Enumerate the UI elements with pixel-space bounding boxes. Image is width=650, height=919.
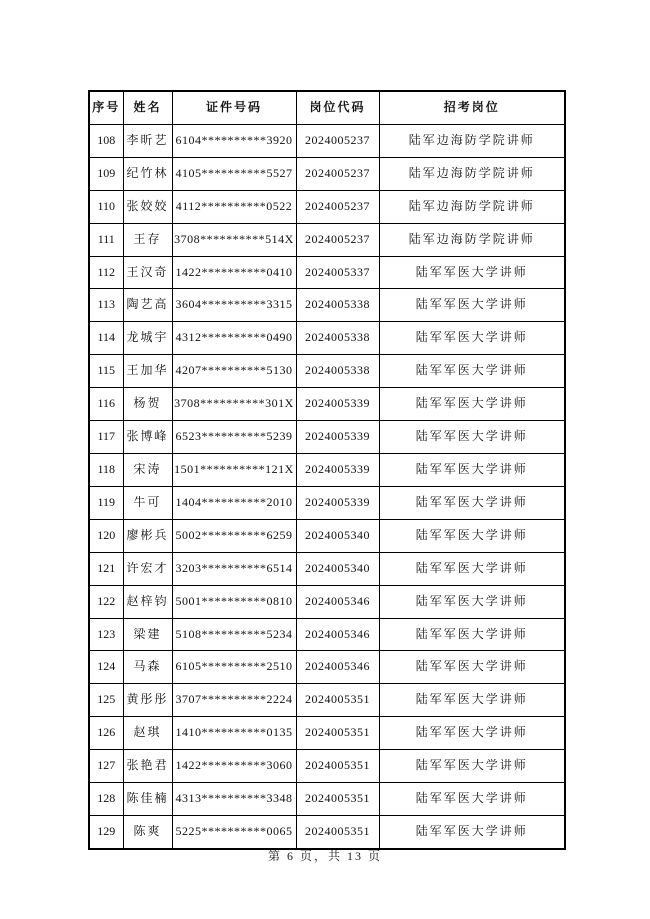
cell-id-number: 1422**********0410	[172, 256, 296, 289]
cell-job-code: 2024005338	[296, 289, 379, 322]
table-row	[89, 355, 565, 388]
cell-name: 纪竹林	[123, 157, 172, 190]
cell-job-title: 陆军军医大学讲师	[379, 388, 565, 421]
cell-name: 李昕艺	[123, 124, 172, 157]
cell-index: 108	[89, 124, 123, 157]
header-cell-id-number: 证件号码	[172, 91, 296, 124]
cell-name: 黄彤彤	[123, 684, 172, 717]
cell-job-code: 2024005340	[296, 519, 379, 552]
cell-job-title: 陆军军医大学讲师	[379, 453, 565, 486]
cell-job-code: 2024005346	[296, 585, 379, 618]
cell-name: 廖彬兵	[123, 519, 172, 552]
cell-job-code: 2024005237	[296, 190, 379, 223]
cell-job-code: 2024005351	[296, 783, 379, 816]
table-row	[89, 157, 565, 190]
cell-job-code: 2024005339	[296, 388, 379, 421]
cell-job-code: 2024005351	[296, 815, 379, 848]
cell-job-title: 陆军军医大学讲师	[379, 585, 565, 618]
cell-index: 113	[89, 289, 123, 322]
cell-job-title: 陆军军医大学讲师	[379, 651, 565, 684]
cell-job-title: 陆军军医大学讲师	[379, 519, 565, 552]
table-row	[89, 190, 565, 223]
cell-id-number: 5225**********0065	[172, 815, 296, 848]
cell-job-title: 陆军军医大学讲师	[379, 717, 565, 750]
table-row	[89, 717, 565, 750]
cell-name: 许宏才	[123, 552, 172, 585]
header-cell-job-code: 岗位代码	[296, 91, 379, 124]
cell-name: 赵梓钧	[123, 585, 172, 618]
cell-job-title: 陆军军医大学讲师	[379, 486, 565, 519]
cell-job-code: 2024005338	[296, 322, 379, 355]
header-cell-index: 序号	[89, 91, 123, 124]
cell-id-number: 4207**********5130	[172, 355, 296, 388]
table-row	[89, 289, 565, 322]
page-number-footer: 第 6 页，共 13 页	[267, 849, 382, 863]
cell-id-number: 3708**********514X	[172, 223, 296, 256]
cell-name: 王存	[123, 223, 172, 256]
cell-job-code: 2024005339	[296, 486, 379, 519]
cell-index: 115	[89, 355, 123, 388]
cell-name: 陈爽	[123, 815, 172, 848]
cell-id-number: 4312**********0490	[172, 322, 296, 355]
table-row	[89, 651, 565, 684]
cell-name: 张艳君	[123, 750, 172, 783]
cell-name: 龙城宇	[123, 322, 172, 355]
cell-id-number: 5108**********5234	[172, 618, 296, 651]
cell-index: 129	[89, 815, 123, 848]
table-row	[89, 256, 565, 289]
cell-job-title: 陆军边海防学院讲师	[379, 124, 565, 157]
cell-job-code: 2024005346	[296, 618, 379, 651]
table-row	[89, 783, 565, 816]
table-row	[89, 421, 565, 454]
cell-index: 120	[89, 519, 123, 552]
table-row	[89, 750, 565, 783]
cell-index: 118	[89, 453, 123, 486]
cell-job-title: 陆军军医大学讲师	[379, 289, 565, 322]
cell-job-code: 2024005237	[296, 124, 379, 157]
cell-name: 陈佳楠	[123, 783, 172, 816]
cell-job-title: 陆军军医大学讲师	[379, 256, 565, 289]
cell-id-number: 6523**********5239	[172, 421, 296, 454]
cell-name: 杨贺	[123, 388, 172, 421]
cell-id-number: 4313**********3348	[172, 783, 296, 816]
cell-job-title: 陆军军医大学讲师	[379, 322, 565, 355]
cell-index: 127	[89, 750, 123, 783]
table-row	[89, 453, 565, 486]
candidate-roster-table	[88, 90, 566, 850]
cell-id-number: 1501**********121X	[172, 453, 296, 486]
cell-index: 112	[89, 256, 123, 289]
cell-index: 117	[89, 421, 123, 454]
cell-job-title: 陆军军医大学讲师	[379, 552, 565, 585]
cell-job-title: 陆军军医大学讲师	[379, 618, 565, 651]
cell-index: 119	[89, 486, 123, 519]
cell-index: 124	[89, 651, 123, 684]
cell-job-code: 2024005237	[296, 157, 379, 190]
table-row	[89, 815, 565, 848]
cell-index: 123	[89, 618, 123, 651]
cell-job-code: 2024005339	[296, 453, 379, 486]
cell-index: 126	[89, 717, 123, 750]
cell-name: 宋涛	[123, 453, 172, 486]
cell-name: 陶艺高	[123, 289, 172, 322]
cell-job-code: 2024005351	[296, 717, 379, 750]
table-row	[89, 519, 565, 552]
table-row	[89, 684, 565, 717]
table-row	[89, 388, 565, 421]
table-row	[89, 618, 565, 651]
table-row	[89, 486, 565, 519]
cell-job-code: 2024005351	[296, 684, 379, 717]
cell-job-title: 陆军边海防学院讲师	[379, 157, 565, 190]
cell-id-number: 1410**********0135	[172, 717, 296, 750]
cell-index: 125	[89, 684, 123, 717]
cell-job-code: 2024005340	[296, 552, 379, 585]
cell-index: 109	[89, 157, 123, 190]
cell-name: 赵琪	[123, 717, 172, 750]
cell-job-code: 2024005346	[296, 651, 379, 684]
cell-id-number: 5001**********0810	[172, 585, 296, 618]
cell-id-number: 3708**********301X	[172, 388, 296, 421]
cell-id-number: 6105**********2510	[172, 651, 296, 684]
cell-job-code: 2024005339	[296, 421, 379, 454]
cell-name: 梁建	[123, 618, 172, 651]
cell-id-number: 3604**********3315	[172, 289, 296, 322]
cell-index: 121	[89, 552, 123, 585]
cell-job-title: 陆军军医大学讲师	[379, 815, 565, 848]
cell-id-number: 3707**********2224	[172, 684, 296, 717]
cell-index: 114	[89, 322, 123, 355]
cell-id-number: 6104**********3920	[172, 124, 296, 157]
table-row	[89, 223, 565, 256]
cell-id-number: 4112**********0522	[172, 190, 296, 223]
cell-job-code: 2024005337	[296, 256, 379, 289]
cell-index: 128	[89, 783, 123, 816]
cell-index: 122	[89, 585, 123, 618]
cell-name: 王加华	[123, 355, 172, 388]
cell-job-title: 陆军军医大学讲师	[379, 783, 565, 816]
table-row	[89, 552, 565, 585]
cell-job-code: 2024005338	[296, 355, 379, 388]
cell-index: 116	[89, 388, 123, 421]
cell-job-title: 陆军军医大学讲师	[379, 355, 565, 388]
cell-id-number: 5002**********6259	[172, 519, 296, 552]
cell-job-title: 陆军边海防学院讲师	[379, 190, 565, 223]
cell-id-number: 1404**********2010	[172, 486, 296, 519]
cell-name: 牛可	[123, 486, 172, 519]
cell-job-title: 陆军边海防学院讲师	[379, 223, 565, 256]
cell-job-code: 2024005351	[296, 750, 379, 783]
cell-id-number: 3203**********6514	[172, 552, 296, 585]
cell-job-title: 陆军军医大学讲师	[379, 684, 565, 717]
cell-name: 王汉奇	[123, 256, 172, 289]
cell-id-number: 4105**********5527	[172, 157, 296, 190]
table-row	[89, 124, 565, 157]
cell-job-code: 2024005237	[296, 223, 379, 256]
header-cell-job-title: 招考岗位	[379, 91, 565, 124]
header-cell-name: 姓名	[123, 91, 172, 124]
table-row	[89, 585, 565, 618]
table-row	[89, 322, 565, 355]
cell-id-number: 1422**********3060	[172, 750, 296, 783]
cell-name: 张姣姣	[123, 190, 172, 223]
cell-job-title: 陆军军医大学讲师	[379, 750, 565, 783]
cell-index: 111	[89, 223, 123, 256]
cell-name: 张博峰	[123, 421, 172, 454]
cell-job-title: 陆军军医大学讲师	[379, 421, 565, 454]
cell-name: 马森	[123, 651, 172, 684]
table-header-row	[89, 91, 565, 124]
cell-index: 110	[89, 190, 123, 223]
